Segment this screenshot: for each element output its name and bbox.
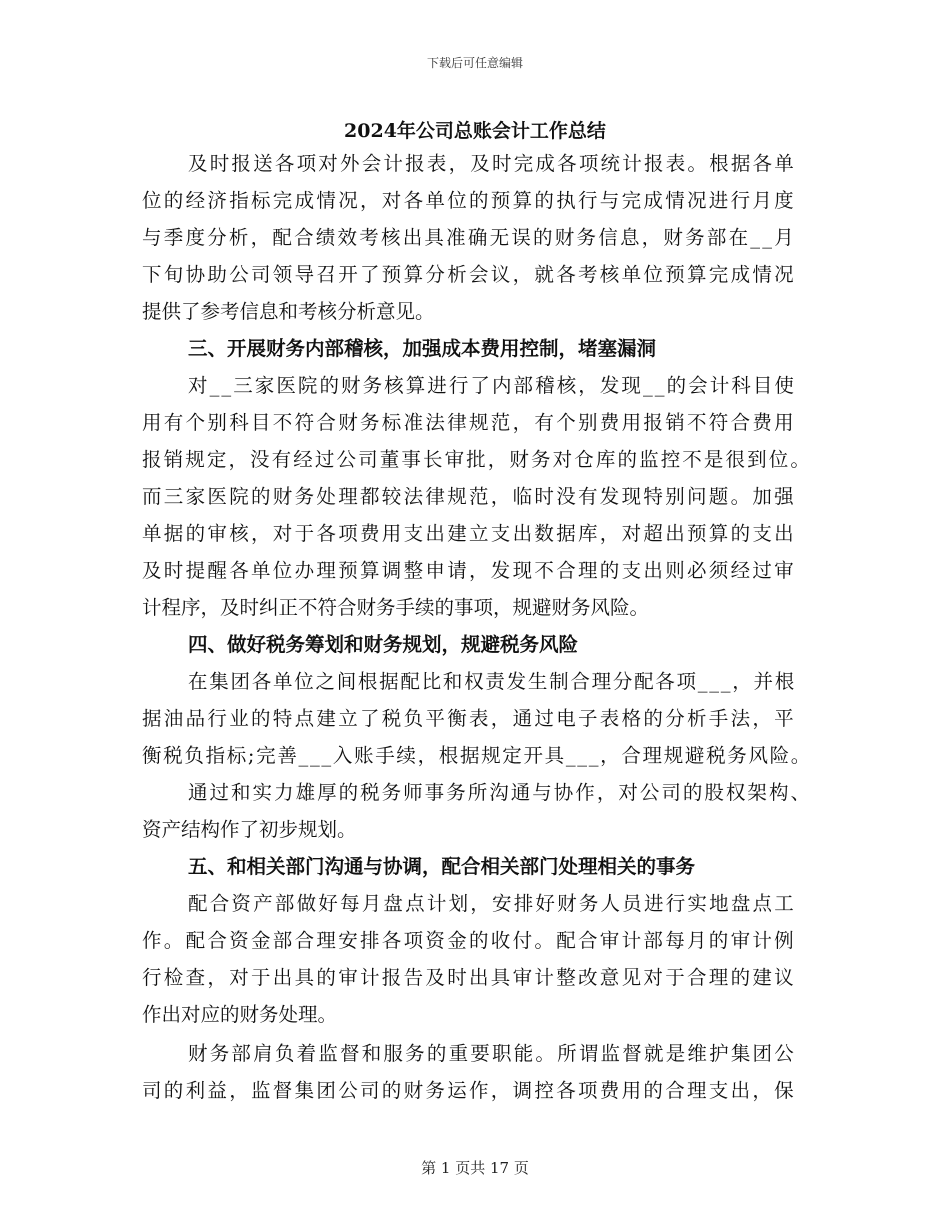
body-line: 司的利益，监督集团公司的财务运作，调控各项费用的合理支出，保 bbox=[142, 1079, 796, 1102]
body-line: 衡税负指标;完善___入账手续，根据规定开具___，合理规避税务风险。 bbox=[142, 744, 812, 767]
body-line: 位的经济指标完成情况，对各单位的预算的执行与完成情况进行月度 bbox=[142, 189, 796, 212]
body-line: 作。配合资金部合理安排各项资金的收付。配合审计部每月的审计例 bbox=[142, 929, 796, 952]
body-line: 与季度分析，配合绩效考核出具准确无误的财务信息，财务部在__月 bbox=[142, 226, 796, 249]
body-line: 资产结构作了初步规划。 bbox=[142, 818, 357, 841]
body-line: 配合资产部做好每月盘点计划，安排好财务人员进行实地盘点工 bbox=[188, 892, 796, 915]
body-line: 作出对应的财务处理。 bbox=[142, 1003, 338, 1026]
body-line: 通过和实力雄厚的税务师事务所沟通与协作，对公司的股权架构、 bbox=[188, 781, 812, 804]
body-line: 据油品行业的特点建立了税负平衡表，通过电子表格的分析手法，平 bbox=[142, 707, 796, 730]
document-title: 2024年公司总账会计工作总结 bbox=[344, 120, 606, 142]
body-line: 报销规定，没有经过公司董事长审批，财务对仓库的监控不是很到位。 bbox=[142, 448, 812, 471]
body-line: 行检查，对于出具的审计报告及时出具审计整改意见对于合理的建议 bbox=[142, 966, 796, 989]
body-line: 下旬协助公司领导召开了预算分析会议，就各考核单位预算完成情况 bbox=[142, 263, 796, 286]
body-line: 在集团各单位之间根据配比和权责发生制合理分配各项___，并根 bbox=[188, 670, 796, 693]
body-line: 财务部肩负着监督和服务的重要职能。所谓监督就是维护集团公 bbox=[188, 1042, 796, 1065]
body-line: 而三家医院的财务处理都较法律规范，临时没有发现特别问题。加强 bbox=[142, 485, 796, 508]
body-line: 及时提醒各单位办理预算调整申请，发现不合理的支出则必须经过审 bbox=[142, 559, 796, 582]
section-heading: 三、开展财务内部稽核，加强成本费用控制，堵塞漏洞 bbox=[188, 337, 657, 360]
page-footer: 第 1 页共 17 页 bbox=[421, 1159, 529, 1177]
body-line: 提供了参考信息和考核分析意见。 bbox=[142, 300, 435, 323]
body-line: 单据的审核，对于各项费用支出建立支出数据库，对超出预算的支出 bbox=[142, 522, 796, 545]
section-heading: 四、做好税务筹划和财务规划，规避税务风险 bbox=[188, 633, 579, 656]
body-line: 用有个别科目不符合财务标准法律规范，有个别费用报销不符合费用 bbox=[142, 411, 796, 434]
body-line: 对__三家医院的财务核算进行了内部稽核，发现__的会计科目使 bbox=[188, 374, 796, 397]
body-line: 及时报送各项对外会计报表，及时完成各项统计报表。根据各单 bbox=[188, 152, 796, 175]
section-heading: 五、和相关部门沟通与协调，配合相关部门处理相关的事务 bbox=[188, 855, 696, 878]
header-note: 下载后可任意编辑 bbox=[426, 56, 523, 70]
body-line: 计程序，及时纠正不符合财务手续的事项，规避财务风险。 bbox=[142, 596, 650, 619]
